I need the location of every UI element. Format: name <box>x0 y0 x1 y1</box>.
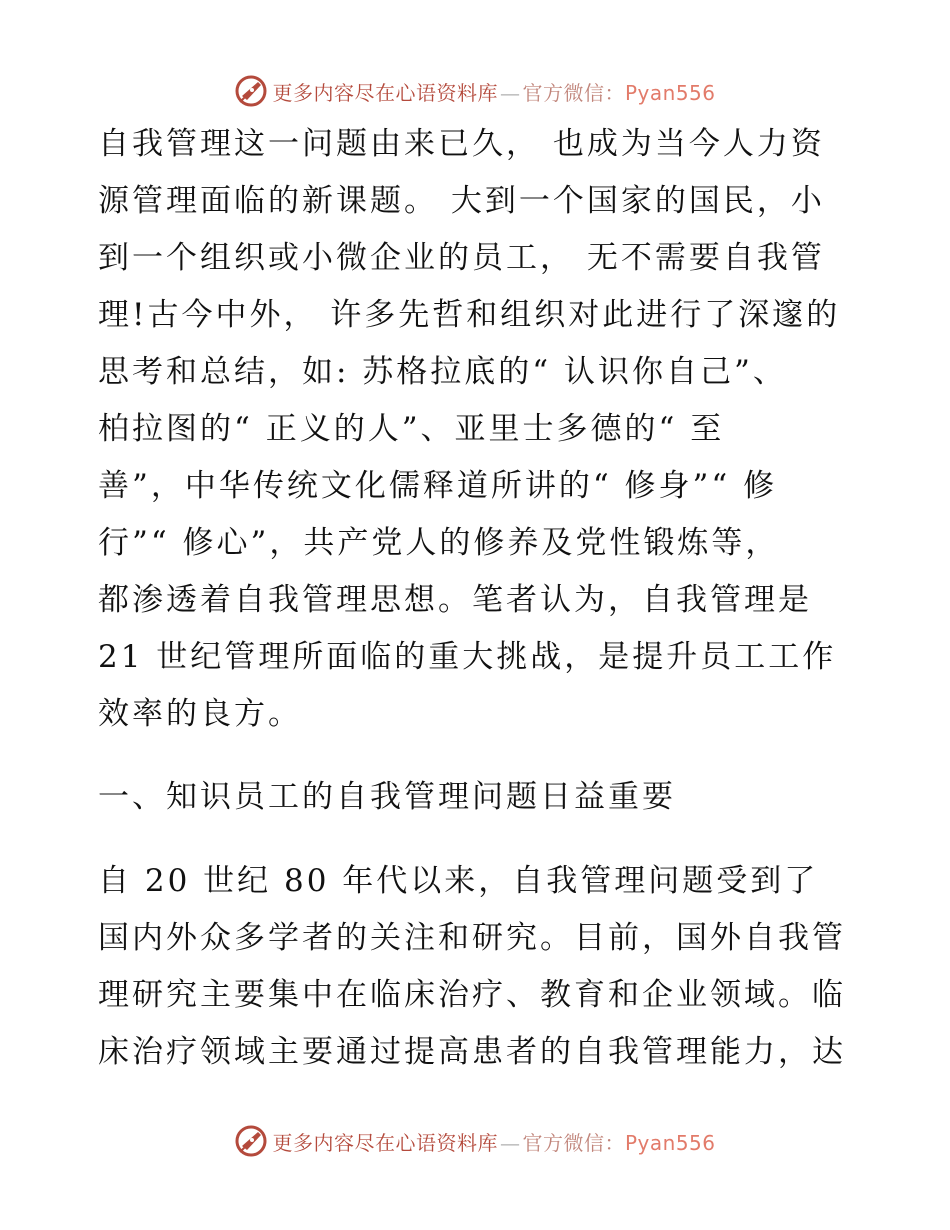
watermark-text <box>272 77 715 106</box>
text-line: 源管理面临的新课题。 大到一个国家的国民，小 <box>98 183 825 219</box>
watermark-text <box>272 1127 715 1156</box>
text-line: 行”“ 修心”，共产党人的修养及党性锻炼等， <box>98 525 780 561</box>
watermark-separator: — <box>499 80 521 105</box>
spacer <box>98 743 858 769</box>
watermark-wechat-id: Pyan556 <box>624 1130 716 1155</box>
text-line: 21 世纪管理所面临的重大挑战，是提升员工工作 <box>98 639 837 675</box>
watermark-official-label: 官方微信： <box>522 80 625 105</box>
watermark-site-text: 更多内容尽在心语资料库 <box>272 1130 498 1155</box>
section-heading: 一、知识员工的自我管理问题日益重要 <box>98 779 676 815</box>
pen-nib-circle-icon <box>234 74 268 108</box>
text-line: 理!古今中外， 许多先哲和组织对此进行了深邃的 <box>98 297 841 333</box>
watermark-official-label: 官方微信： <box>522 1130 625 1155</box>
text-line: 思考和总结，如: 苏格拉底的“ 认识你自己”、 <box>98 354 787 390</box>
watermark-site-text: 更多内容尽在心语资料库 <box>272 80 498 105</box>
text-line: 柏拉图的“ 正义的人”、亚里士多德的“ 至 <box>98 411 725 447</box>
paragraph-1 <box>98 116 858 743</box>
watermark-banner-top <box>0 71 950 111</box>
watermark-separator: — <box>499 1130 521 1155</box>
text-line: 国内外众多学者的关注和研究。目前，国外自我管 <box>98 920 846 956</box>
text-line: 都渗透着自我管理思想。笔者认为，自我管理是 <box>98 582 812 618</box>
watermark-wechat-id: Pyan556 <box>624 80 716 105</box>
watermark-banner-bottom <box>0 1121 950 1161</box>
text-line: 自我管理这一问题由来已久， 也成为当今人力资 <box>98 126 825 162</box>
text-line: 床治疗领域主要通过提高患者的自我管理能力，达 <box>98 1034 846 1070</box>
pen-nib-circle-icon <box>234 1124 268 1158</box>
text-line: 效率的良方。 <box>98 696 302 732</box>
document-body <box>98 116 858 1081</box>
paragraph-2 <box>98 853 858 1081</box>
text-line: 到一个组织或小微企业的员工， 无不需要自我管 <box>98 240 825 276</box>
text-line: 理研究主要集中在临床治疗、教育和企业领域。临 <box>98 977 846 1013</box>
spacer <box>98 826 858 853</box>
text-line: 自 20 世纪 80 年代以来，自我管理问题受到了 <box>98 863 819 899</box>
text-line: 善”，中华传统文化儒释道所讲的“ 修身”“ 修 <box>98 468 778 504</box>
